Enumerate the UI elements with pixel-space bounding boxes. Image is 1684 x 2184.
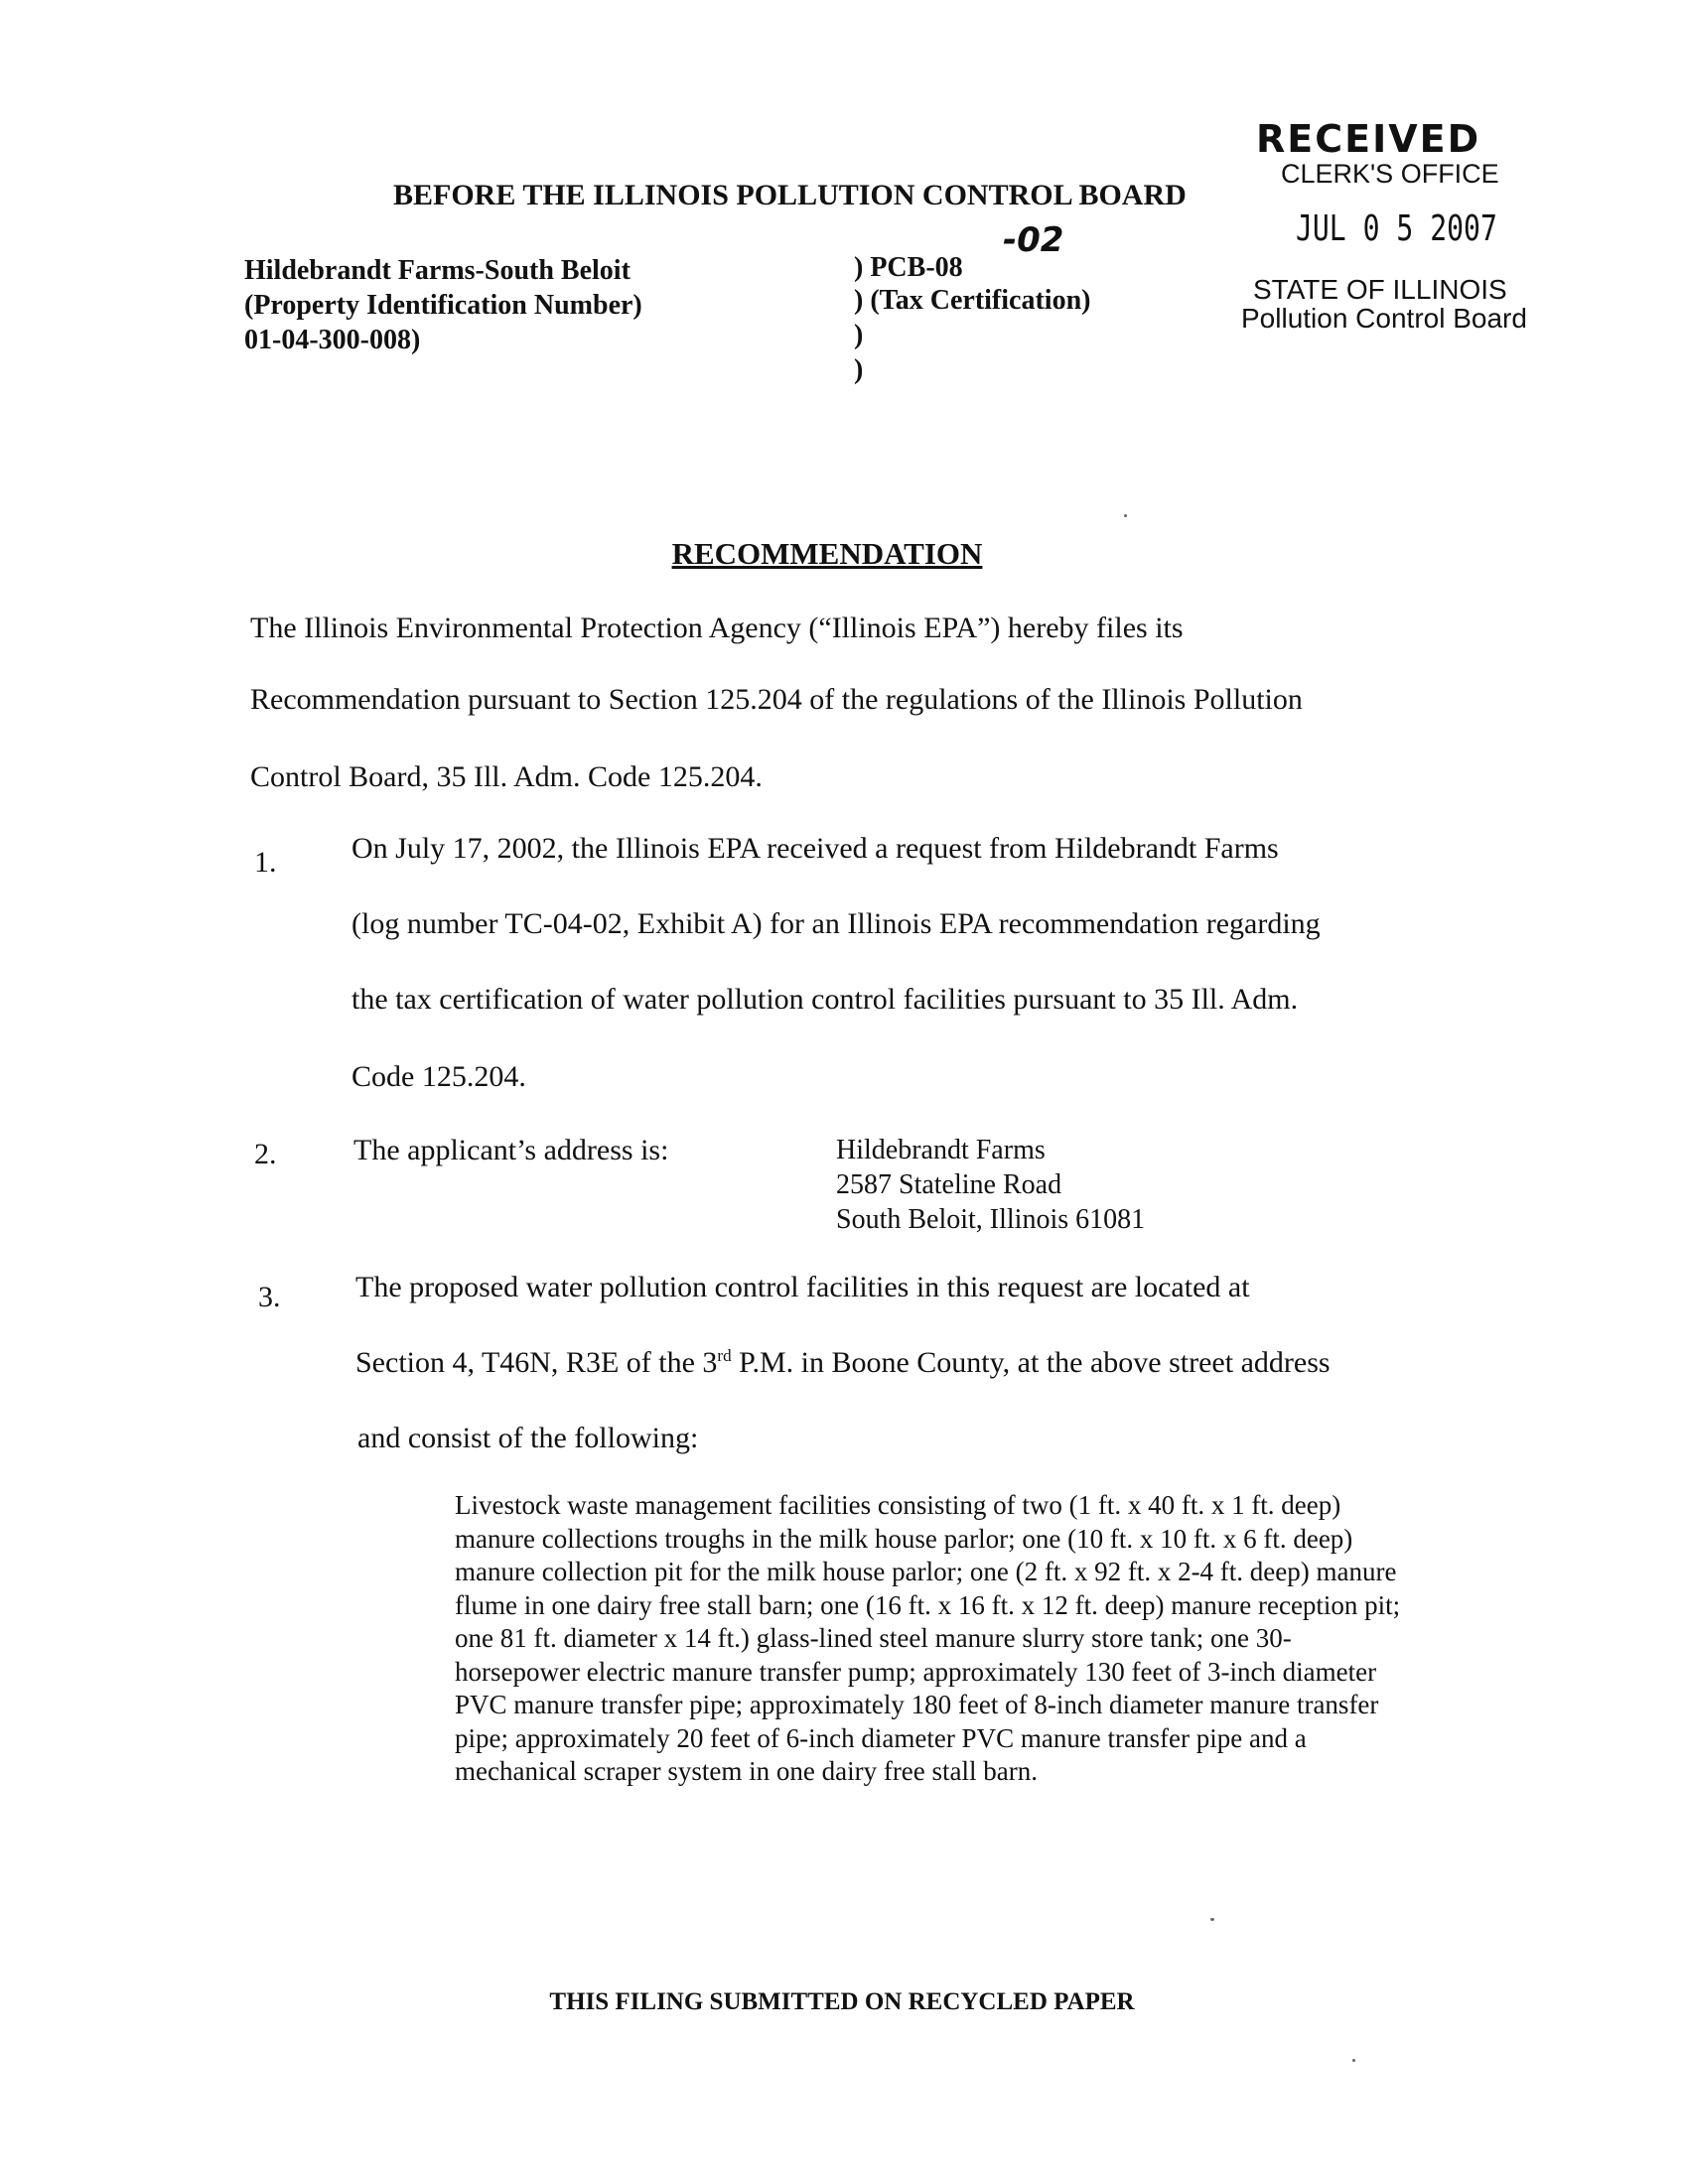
scan-speck <box>1352 2059 1355 2062</box>
item-line: On July 17, 2002, the Illinois EPA received a request from Hildebrandt Farms <box>351 832 1279 865</box>
address-line: South Beloit, Illinois 61081 <box>836 1204 1146 1235</box>
party-line: Hildebrandt Farms-South Beloit <box>244 255 631 286</box>
intro-line: Recommendation pursuant to Section 125.204 of the regulations of the Illinois Pollution <box>250 683 1303 716</box>
footer-note: THIS FILING SUBMITTED ON RECYCLED PAPER <box>549 1988 1135 2015</box>
stamp-state: STATE OF ILLINOIS <box>1253 274 1507 305</box>
board-title: BEFORE THE ILLINOIS POLLUTION CONTROL BOARD <box>393 179 1187 211</box>
stamp-clerks-office: CLERK'S OFFICE <box>1281 159 1499 189</box>
item-line: Code 125.204. <box>351 1060 526 1093</box>
item-line: the tax certification of water pollution control facilities pursuant to 35 Ill. Adm. <box>351 983 1299 1016</box>
item-line: The proposed water pollution control facilities in this request are located at <box>355 1271 1250 1303</box>
stamp-date: JUL 0 5 2007 <box>1296 208 1497 249</box>
intro-line: The Illinois Environmental Protection Agency (“Illinois EPA”) hereby files its <box>250 612 1184 644</box>
item-line: (log number TC-04-02, Exhibit A) for an Illinois EPA recommendation regarding <box>351 907 1321 940</box>
address-label: The applicant’s address is: <box>353 1134 669 1166</box>
document-heading <box>0 536 1684 572</box>
item-number: 3. <box>258 1281 281 1313</box>
scan-speck <box>1210 1918 1214 1921</box>
item-line-text: Section 4, T46N, R3E of the 3 <box>355 1346 718 1379</box>
party-line: 01-04-300-008) <box>244 325 421 355</box>
heading-text: RECOMMENDATION <box>671 536 983 571</box>
address-line: 2587 Stateline Road <box>836 1169 1062 1200</box>
item-line-text: P.M. in Boone County, at the above street address <box>731 1346 1331 1379</box>
item-number: 1. <box>254 846 277 879</box>
stamp-board: Pollution Control Board <box>1241 303 1527 334</box>
item-number: 2. <box>254 1138 277 1170</box>
stamp-received: RECEIVED <box>1256 117 1481 161</box>
case-bracket: ) <box>854 320 864 350</box>
facility-description: Livestock waste management facilities consisting of two (1 ft. x 40 ft. x 1 ft. deep) manure collections troughs in the milk house parlor; one (10 ft. x 10 ft. x 6 ft. deep) manure collection pit for the milk house parlor; one (2 ft. x 92 ft. x 2-4 ft. deep) manure flume in one dairy free stall barn; one (16 ft. x 16 ft. x 12 ft. deep) manure reception pit; one 81 ft. diameter x 14 ft.) glass-lined steel manure slurry store tank; one 30- horsepower electric manure transfer pump; approximately 130 feet of 3-inch diameter PVC manure transfer pipe; approximately 180 feet of 8-inch diameter manure transfer pipe; approximately 20 feet of 6-inch diameter PVC manure transfer pipe and a mechanical scraper system in one dairy free stall barn. <box>455 1490 1401 1786</box>
case-type: ) (Tax Certification) <box>854 285 1091 316</box>
party-line: (Property Identification Number) <box>244 290 642 321</box>
ordinal-suffix: rd <box>717 1346 732 1365</box>
intro-line: Control Board, 35 Ill. Adm. Code 125.204. <box>250 760 763 793</box>
case-bracket: ) <box>854 354 864 385</box>
case-number: ) PCB-08 <box>854 252 963 283</box>
scan-speck <box>1124 514 1127 517</box>
item-line: and consist of the following: <box>357 1422 699 1454</box>
address-line: Hildebrandt Farms <box>836 1135 1046 1165</box>
handwritten-case-number: -02 <box>1003 220 1064 260</box>
item-line <box>355 1346 1331 1380</box>
